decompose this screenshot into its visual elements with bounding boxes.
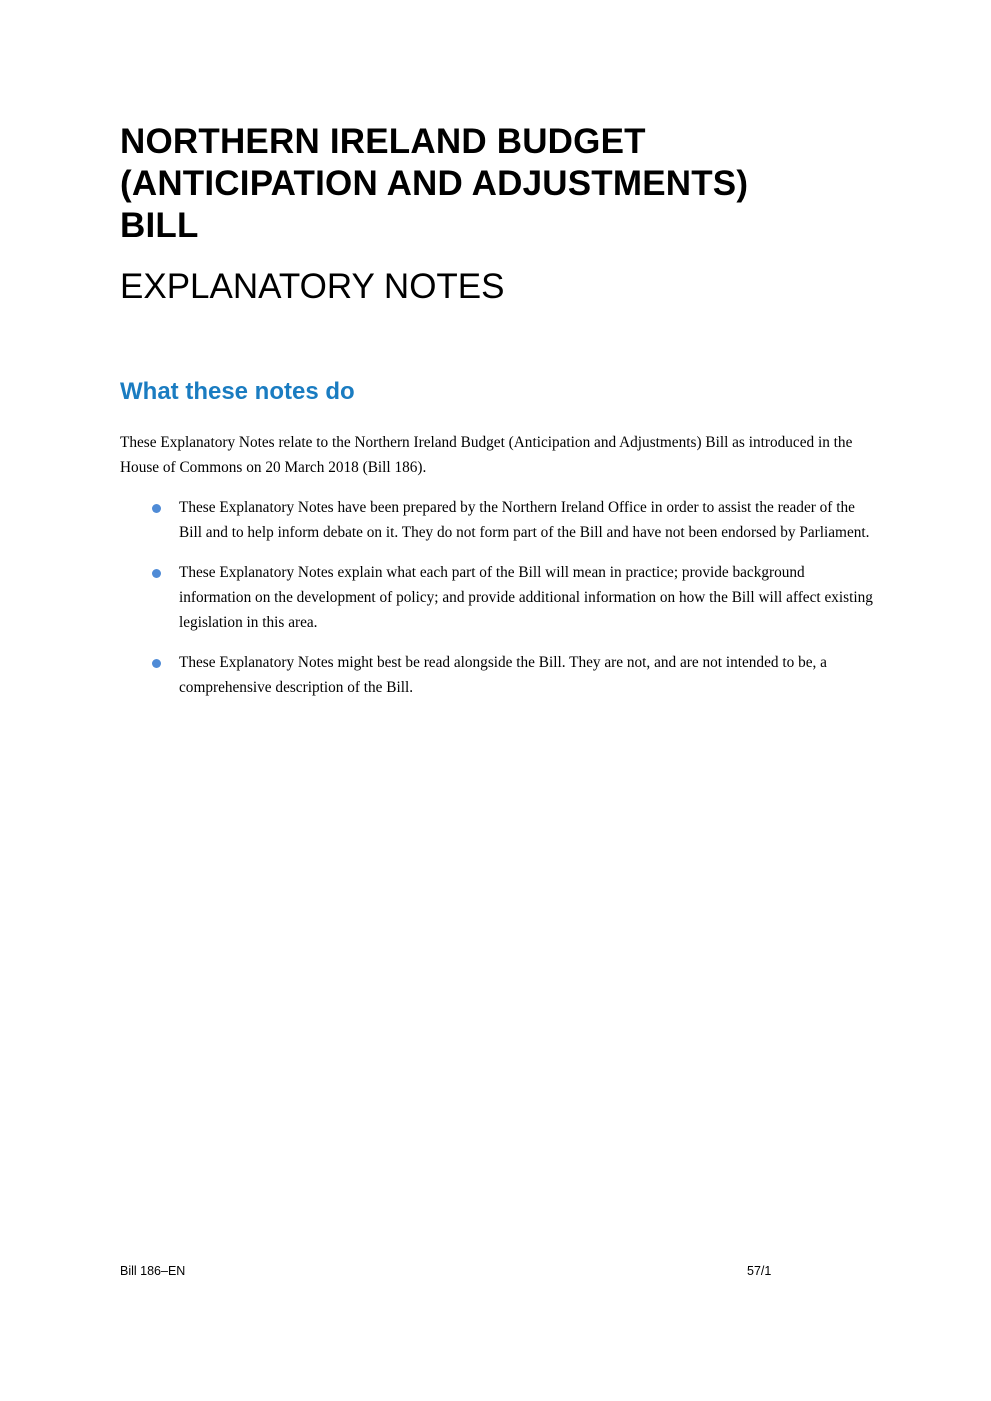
bullet-item [120,560,880,635]
bullet-dot-icon [152,659,161,668]
footer-page-reference: 57/1 [747,1264,772,1278]
section-heading: What these notes do [120,378,355,405]
bullet-text: These Explanatory Notes might best be read alongside the Bill. They are not, and are not intended to be, a comprehensive description of the Bill. [179,654,827,696]
bill-title-line: (ANTICIPATION AND ADJUSTMENTS) [120,164,749,203]
bullet-item [120,650,880,700]
bullet-dot-icon [152,504,161,513]
bullet-item [120,495,880,545]
bullet-list [120,495,880,715]
bill-title [120,121,880,247]
intro-paragraph: These Explanatory Notes relate to the Northern Ireland Budget (Anticipation and Adjustments) Bill as introduced in the House of Commons on 20 March 2018 (Bill 186). [120,434,853,476]
document-subtitle: EXPLANATORY NOTES [120,267,505,306]
bullet-text: These Explanatory Notes have been prepared by the Northern Ireland Office in order to assist the reader of the Bill and to help inform debate on it. They do not form part of the Bill and have not been endorsed by Parliament. [179,499,870,541]
footer-bill-reference: Bill 186–EN [120,1264,186,1278]
bullet-dot-icon [152,569,161,578]
bill-title-line: NORTHERN IRELAND BUDGET [120,122,646,161]
bullet-text: These Explanatory Notes explain what each part of the Bill will mean in practice; provide background information on the development of policy; and provide additional information on how the Bill will affect existing legislation in this area. [179,564,873,631]
bill-title-line: BILL [120,206,199,245]
